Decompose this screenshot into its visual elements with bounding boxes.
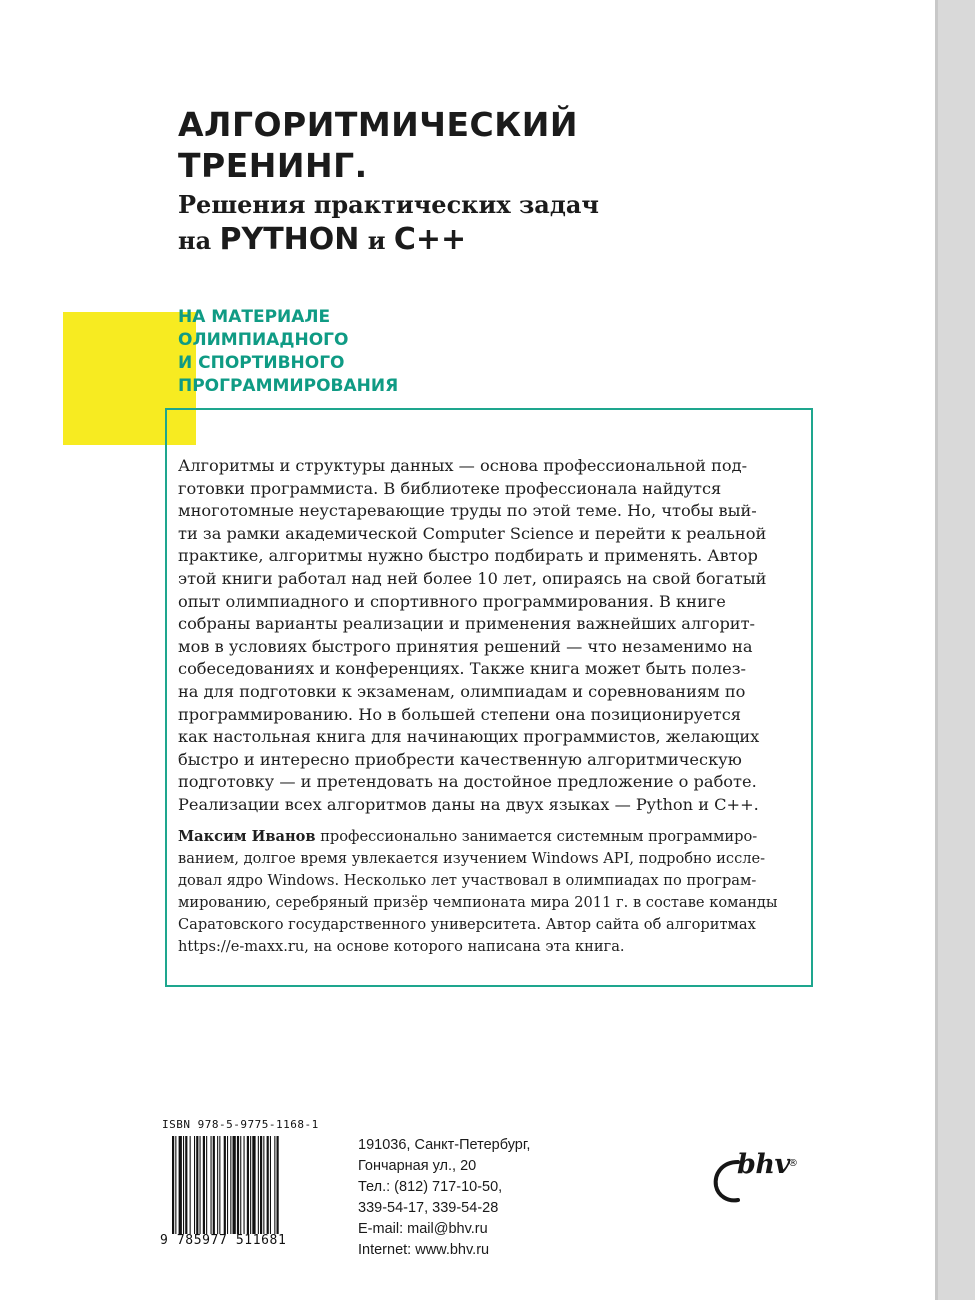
- barcode-bar: [196, 1136, 198, 1234]
- barcode-bar: [179, 1136, 182, 1234]
- barcode-bar: [194, 1136, 195, 1234]
- barcode-bar: [190, 1136, 191, 1234]
- description-line: этой книги работал над ней более 10 лет, опираясь на свой богатый: [178, 568, 767, 588]
- barcode-bar: [172, 1136, 174, 1234]
- address-line: E-mail: mail@bhv.ru: [358, 1221, 488, 1237]
- title-line-2: ТРЕНИНГ.: [178, 146, 368, 185]
- author-bio-line: [178, 826, 798, 848]
- barcode-bar: [203, 1136, 205, 1234]
- barcode-bar: [270, 1136, 271, 1234]
- barcode-bar: [227, 1136, 228, 1234]
- barcode-digits: 9 785977 511681: [160, 1233, 287, 1248]
- book-title: [178, 104, 738, 259]
- author-name: Максим Иванов: [178, 828, 316, 845]
- address-line: Гончарная ул., 20: [358, 1158, 477, 1174]
- description-line: Реализации всех алгоритмов даны на двух языках — Python и C++.: [178, 794, 759, 814]
- barcode-bar: [274, 1136, 275, 1234]
- subtitle-line: ОЛИМПИАДНОГО: [178, 330, 349, 350]
- barcode-bar: [183, 1136, 184, 1234]
- barcode-bar: [267, 1136, 269, 1234]
- barcode-bar: [230, 1136, 231, 1234]
- title-cpp: C++: [393, 222, 467, 257]
- title-line-4: [178, 222, 738, 259]
- description-line: подготовку — и претендовать на достойное предложение о работе.: [178, 772, 757, 792]
- author-bio-line: довал ядро Windows. Несколько лет участвовал в олимпиадах по програм-: [178, 872, 757, 889]
- barcode-bar: [252, 1136, 255, 1234]
- description-line: мов в условиях быстрого принятия решений — что незаменимо на: [178, 636, 753, 656]
- barcode-bar: [224, 1136, 226, 1234]
- barcode-bar: [240, 1136, 241, 1234]
- barcode-bar: [260, 1136, 262, 1234]
- barcode-bar: [217, 1136, 218, 1234]
- description-line: программированию. Но в большей степени она позиционируется: [178, 704, 742, 724]
- description-line: быстро и интересно приобрести качественную алгоритмическую: [178, 749, 742, 769]
- barcode-bar: [258, 1136, 259, 1234]
- author-bio: [178, 826, 798, 958]
- barcode-bar: [200, 1136, 201, 1234]
- barcode-bar: [219, 1136, 220, 1234]
- address-line: 339-54-17, 339-54-28: [358, 1200, 499, 1216]
- address-line: Тел.: (812) 717-10-50,: [358, 1179, 503, 1195]
- description-line: практике, алгоритмы нужно быстро подбирать и применять. Автор: [178, 546, 758, 566]
- author-bio-line: мированию, серебряный призёр чемпионата мира 2011 г. в составе команды: [178, 894, 778, 911]
- title-line-3: Решения практических задач: [178, 190, 599, 219]
- publisher-address: [358, 1135, 530, 1261]
- address-line: Internet: www.bhv.ru: [358, 1242, 490, 1258]
- address-line: 191036, Санкт-Петербург,: [358, 1137, 531, 1153]
- book-subtitle: [178, 306, 538, 398]
- barcode-bar: [277, 1136, 279, 1234]
- barcode-bar: [211, 1136, 212, 1234]
- barcode-bar: [213, 1136, 215, 1234]
- bhv-logo-text: bhv: [737, 1149, 790, 1180]
- barcode: [172, 1136, 320, 1234]
- subtitle-line: НА МАТЕРИАЛЕ: [178, 307, 331, 327]
- description-line: Алгоритмы и структуры данных — основа профессиональной под-: [178, 456, 748, 475]
- title-and: и: [359, 226, 394, 255]
- isbn-label: ISBN 978-5-9775-1168-1: [162, 1118, 319, 1131]
- barcode-bar: [206, 1136, 207, 1234]
- barcode-bar: [263, 1136, 264, 1234]
- author-bio-line: https://e-maxx.ru, на основе которого написана эта книга.: [178, 938, 625, 955]
- description-line: собраны варианты реализации и применения важнейших алгорит-: [178, 614, 756, 634]
- book-description: [178, 455, 798, 817]
- registered-mark: ®: [788, 1158, 798, 1169]
- barcode-bar: [233, 1136, 236, 1234]
- barcode-bar: [250, 1136, 251, 1234]
- title-line-1: АЛГОРИТМИЧЕСКИЙ: [178, 105, 578, 144]
- barcode-bar: [247, 1136, 249, 1234]
- title-prefix: на: [178, 226, 220, 255]
- description-line: готовки программиста. В библиотеке профессионала найдутся: [178, 478, 722, 498]
- barcode-bar: [175, 1136, 176, 1234]
- description-line: собеседованиях и конференциях. Также книга может быть полез-: [178, 659, 747, 679]
- barcode-bar: [244, 1136, 245, 1234]
- author-bio-line: ванием, долгое время увлекается изучением Windows API, подробно иссле-: [178, 850, 766, 867]
- description-line: на для подготовки к экзаменам, олимпиадам и соревнованиям по: [178, 681, 746, 701]
- spine-edge: [935, 0, 938, 1300]
- subtitle-line: ПРОГРАММИРОВАНИЯ: [178, 376, 399, 396]
- barcode-bar: [185, 1136, 187, 1234]
- description-line: как настольная книга для начинающих программистов, желающих: [178, 727, 760, 747]
- description-line: ти за рамки академической Computer Science и перейти к реальной: [178, 523, 767, 543]
- subtitle-line: И СПОРТИВНОГО: [178, 353, 345, 373]
- title-python: PYTHON: [219, 222, 360, 257]
- barcode-bar: [237, 1136, 239, 1234]
- description-line: многотомные неустаревающие труды по этой теме. Но, чтобы вый-: [178, 501, 757, 521]
- description-line: опыт олимпиадного и спортивного программирования. В книге: [178, 591, 726, 611]
- author-bio-first-line: профессионально занимается системным программиро-: [315, 828, 758, 845]
- author-bio-line: Саратовского государственного университета. Автор сайта об алгоритмах: [178, 916, 756, 933]
- book-spine: [935, 0, 975, 1300]
